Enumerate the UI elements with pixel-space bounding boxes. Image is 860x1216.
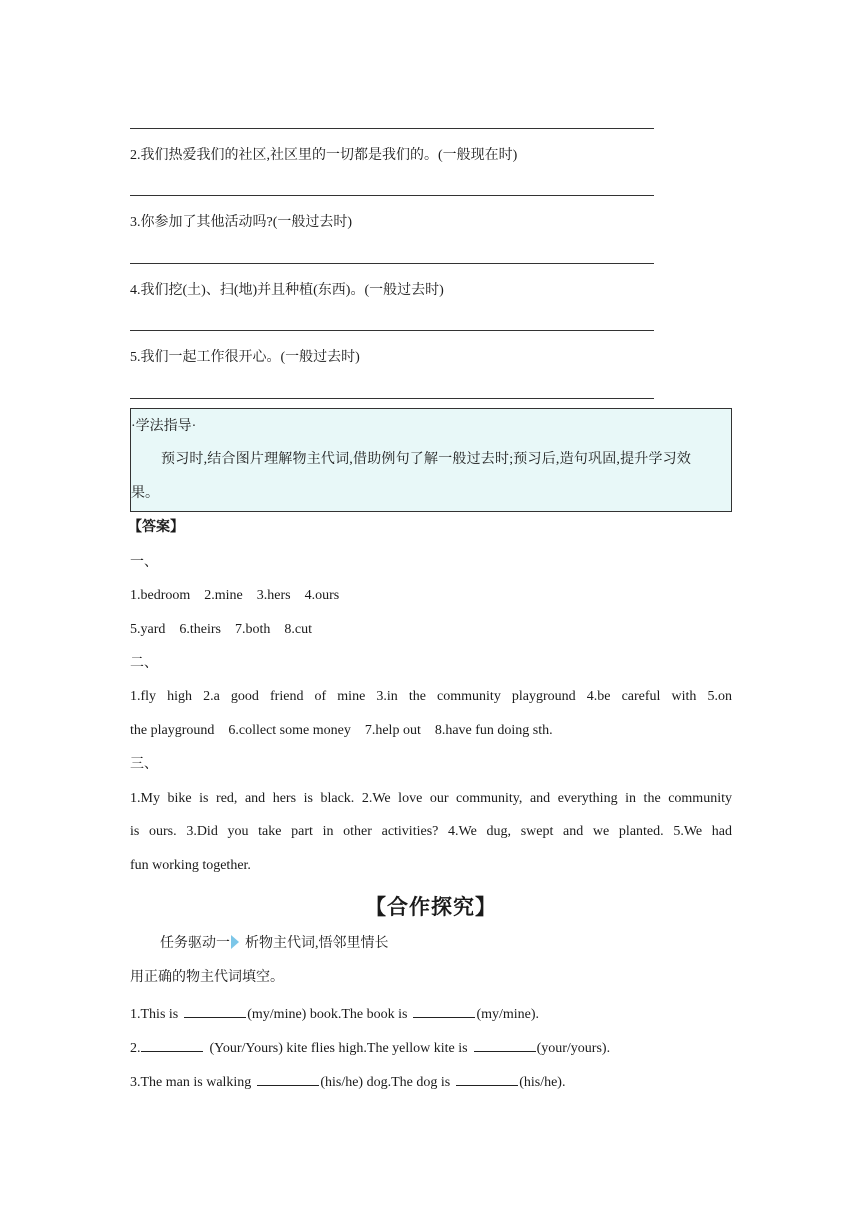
fill-blank[interactable] [257,1071,319,1086]
fill-blank[interactable] [141,1037,203,1052]
translate-item-3: 3.你参加了其他活动吗?(一般过去时) [130,215,353,230]
task-heading [160,934,389,954]
exercise-item-3: 3.The man is walking (his/he) dog.The dog is (his/he). [130,1071,565,1093]
translate-item-2: 2.我们热爱我们的社区,社区里的一切都是我们的。(一般现在时) [130,148,518,163]
fill-blank[interactable] [456,1071,518,1086]
part3-answers-row2: is ours. 3.Did you take part in other activities? 4.We dug, swept and we planted. 5.We had [130,824,733,839]
study-guide-box [130,408,732,512]
exercise-instruction: 用正确的物主代词填空。 [130,970,284,985]
translate-item-4: 4.我们挖(土)、扫(地)并且种植(东西)。(一般过去时) [130,283,444,298]
fill-blank[interactable] [474,1037,536,1052]
study-guide-text-end: 果。 [131,486,159,501]
task-text: 析物主代词,悟邻里情长 [245,936,389,951]
exercise-item-1: 1.This is (my/mine) book.The book is (my/mine). [130,1003,539,1025]
part2-answers-row1: 1.fly high 2.a good friend of mine 3.in the community playground 4.be careful with 5.on [130,689,733,704]
part1-answers-row2: 5.yard 6.theirs 7.both 8.cut [130,622,312,637]
arrow-right-icon [231,935,239,949]
study-guide-title: ·学法指导· [131,419,197,434]
part3-answers-row1: 1.My bike is red, and hers is black. 2.We love our community, and everything in the community [130,791,732,806]
part3-label: 三、 [130,757,158,772]
task-label: 任务驱动一 [160,936,230,951]
part3-answers-row3: fun working together. [130,858,251,873]
fill-blank[interactable] [184,1003,246,1018]
answer-line-4 [130,330,654,331]
part1-answers-row1: 1.bedroom 2.mine 3.hers 4.ours [130,588,340,603]
exercise-item-2: 2. (Your/Yours) kite flies high.The yellow kite is (your/yours). [130,1037,610,1059]
fill-blank[interactable] [413,1003,475,1018]
answer-line-2 [130,195,654,196]
answer-line-3 [130,263,654,264]
section-title: 【合作探究】 [365,895,497,919]
part2-answers-row2: the playground 6.collect some money 7.help out 8.have fun doing sth. [130,723,553,738]
answer-line-1 [130,128,654,129]
translate-item-5: 5.我们一起工作很开心。(一般过去时) [130,350,360,365]
answer-line-5 [130,398,654,399]
part2-label: 二、 [130,656,158,671]
part1-label: 一、 [130,555,158,570]
answers-heading: 【答案】 [128,520,184,535]
study-guide-text: 预习时,结合图片理解物主代词,借助例句了解一般过去时;预习后,造句巩固,提升学习效 [161,452,692,467]
